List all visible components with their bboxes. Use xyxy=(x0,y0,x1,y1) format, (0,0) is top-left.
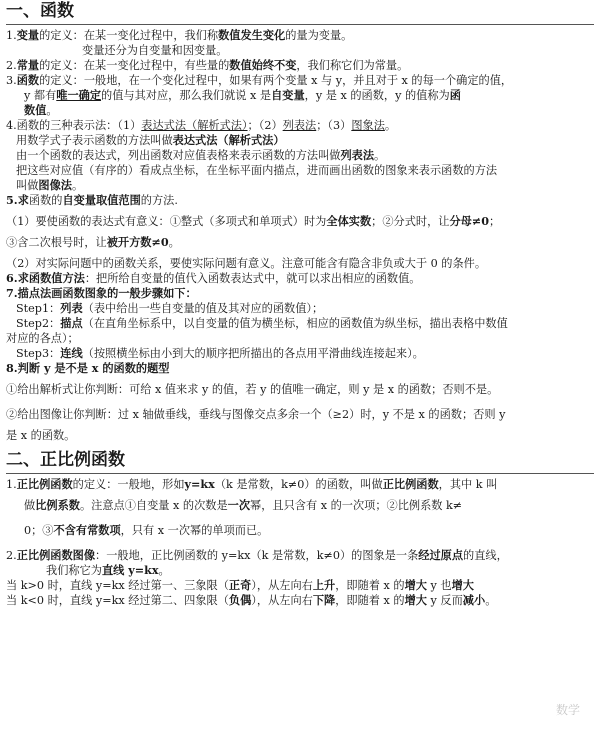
item-proportional-notes-end: 0；③不含有常数项，只有 x 一次幂的单项而已。 xyxy=(24,523,269,537)
item-expression-method: 用数学式子表示函数的方法叫做表达式法（解析式法） xyxy=(16,133,285,147)
item-k-positive: 当 k>0 时，直线 y=kx 经过第一、三象限（正奇），从左向右上升，即随着 x 的增大 y 也增大 xyxy=(6,578,474,592)
item-proportional-graph-cont: 我们称它为直线 y=kx。 xyxy=(46,563,170,577)
item-function-definition: 3.函数的定义：一般地，在一个变化过程中，如果有两个变量 x 与 y，并且对于 x 的每一个确定的值， xyxy=(6,73,513,87)
item-representations: 4.函数的三种表示法：（1）表达式法（解析式法）；（2）列表法；（3）图象法。 xyxy=(6,119,397,132)
item-constant-definition: 2.常量的定义：在某一变化过程中，有些量的数值始终不变，我们称它们为常量。 xyxy=(6,58,409,72)
item-judge-graph: ②给出图像让你判断：过 x 轴做垂线，垂线与图像交点多余一个（≥2）时，y 不是 x 的函数；否则 y xyxy=(6,408,506,421)
item-domain-rule-1: （1）要使函数的表达式有意义：①整式（多项式和单项式）时为全体实数；②分式时，让分母≠0； xyxy=(6,214,501,228)
item-judge-graph-end: 是 x 的函数。 xyxy=(6,429,76,442)
item-variable-note: 变量还分为自变量和因变量。 xyxy=(82,44,228,57)
item-judge-expression: ①给出解析式让你判断：可给 x 值来求 y 的值，若 y 的值唯一确定，则 y 是 x 的函数；否则不是。 xyxy=(6,383,499,396)
item-variable-definition: 1.变量的定义：在某一变化过程中，我们称数值发生变化的量为变量。 xyxy=(6,28,353,42)
watermark: 数学 xyxy=(555,703,580,717)
item-function-definition-cont: y 都有唯一确定的值与其对应，那么我们就说 x 是自变量，y 是 x 的函数，y 的值称为函 xyxy=(24,88,461,102)
item-proportional-definition: 1.正比例函数的定义：一般地，形如y=kx（k 是常数，k≠0）的函数，叫做正比例函数，其中 k 叫 xyxy=(6,477,498,491)
item-judge-heading: 8.判断 y 是不是 x 的函数的题型 xyxy=(6,361,170,375)
item-domain-rule-radical: ③含二次根号时，让被开方数≠0。 xyxy=(6,235,180,249)
section-title-proportional: 二、正比例函数 xyxy=(6,449,594,474)
item-graph-method: 把这些对应值（有序的）看成点坐标，在坐标平面内描点，进而画出函数的图象来表示函数的方法 xyxy=(16,164,498,177)
item-domain-rule-2: （2）对实际问题中的函数关系，要使实际问题有意义。注意可能含有隐含非负或大于 0 的条件。 xyxy=(6,257,487,270)
item-step-2: Step2：描点（在直角坐标系中，以自变量的值为横坐标，相应的函数值为纵坐标，描出表格中数值 xyxy=(16,316,508,330)
section-title-functions: 一、函数 xyxy=(6,0,594,25)
item-graph-method-end: 叫做图像法。 xyxy=(16,178,84,192)
item-proportional-graph: 2.正比例函数图像：一般地，正比例函数的 y=kx（k 是常数，k≠0）的图象是一条经过原点的直线， xyxy=(6,548,508,562)
item-step-3: Step3：连线（按照横坐标由小到大的顺序把所描出的各点用平滑曲线连接起来）。 xyxy=(16,346,424,360)
item-domain-heading: 5.求函数的自变量取值范围的方法. xyxy=(6,193,178,207)
item-step-2-cont: 对应的各点）； xyxy=(6,332,79,345)
item-plotting-steps-heading: 7.描点法画函数图象的一般步骤如下： xyxy=(6,286,197,300)
item-function-value: 6.求函数值方法：把所给自变量的值代入函数表达式中，就可以求出相应的函数值。 xyxy=(6,271,421,285)
item-table-method: 由一个函数的表达式，列出函数对应值表格来表示函数的方法叫做列表法。 xyxy=(16,148,386,162)
item-k-negative: 当 k<0 时，直线 y=kx 经过第二、四象限（负偶），从左向右下降，即随着 x 的增大 y 反而减小。 xyxy=(6,593,497,607)
item-function-definition-end: 数值。 xyxy=(24,103,58,117)
item-step-1: Step1：列表（表中给出一些自变量的值及其对应的函数值）； xyxy=(16,301,324,315)
item-proportional-notes: 做比例系数。注意点①自变量 x 的次数是一次幂，且只含有 x 的一次项；②比例系数 k≠ xyxy=(24,498,463,512)
